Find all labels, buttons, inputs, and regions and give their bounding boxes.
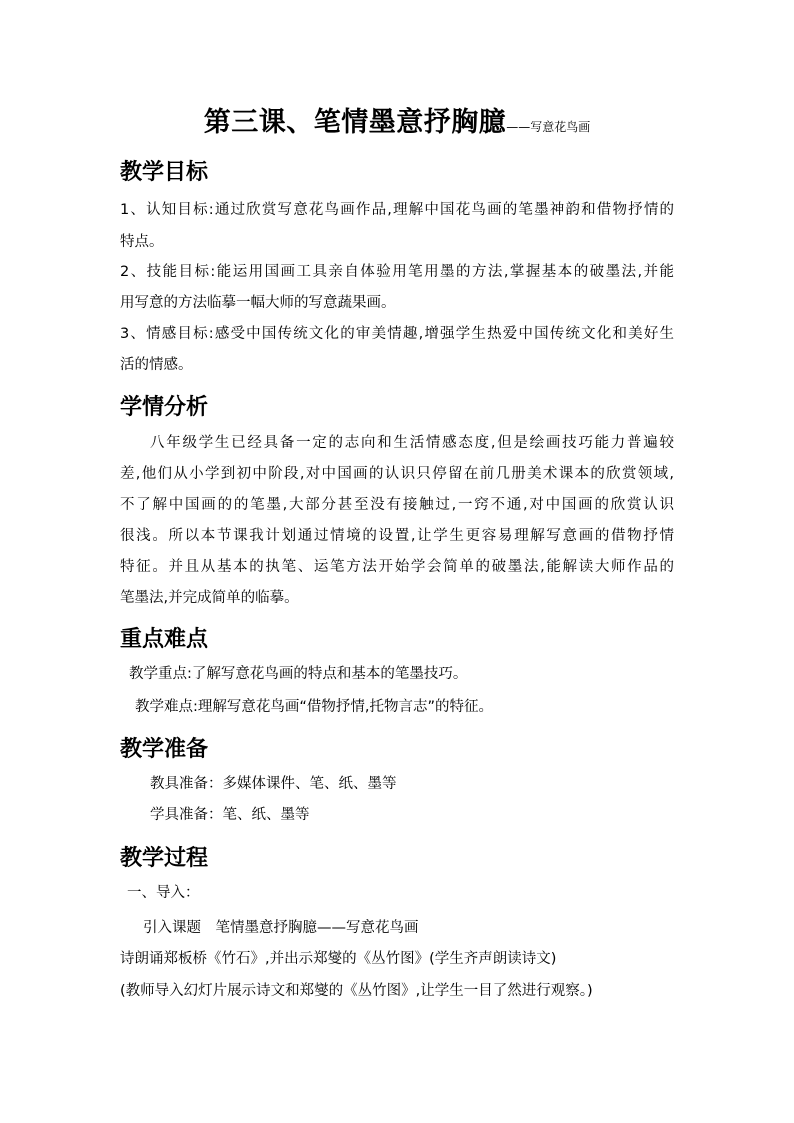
goal-line: 活的情感。 (120, 357, 193, 373)
process-line: 诗朗诵郑板桥《竹石》,并出示郑燮的《丛竹图》(学生齐声朗读诗文) (120, 951, 557, 967)
prep-line-student: 学具准备：笔、纸、墨等 (150, 807, 310, 823)
key-point-line: 教学重点:了解写意花鸟画的特点和基本的笔墨技巧。 (129, 666, 468, 682)
analysis-line: 不了解中国画的的笔墨,大部分甚至没有接触过,一窍不通,对中国画的欣赏认识 (120, 497, 674, 513)
process-line: (教师导入幻灯片展示诗文和郑燮的《丛竹图》,让学生一目了然进行观察。) (120, 983, 593, 999)
heading-teaching-goals: 教学目标 (120, 160, 209, 185)
lesson-title-subtitle: ——写意花鸟画 (506, 120, 591, 134)
difficulty-line: 教学难点:理解写意花鸟画“借物抒情,托物言志”的特征。 (135, 699, 494, 715)
goal-line: 用写意的方法临摹一幅大师的写意蔬果画。 (120, 295, 396, 311)
lesson-title (0, 100, 794, 139)
heading-student-analysis: 学情分析 (120, 395, 209, 420)
heading-teaching-process: 教学过程 (120, 846, 209, 871)
heading-key-points: 重点难点 (120, 627, 209, 652)
lesson-title-main: 第三课、笔情墨意抒胸臆 (203, 107, 507, 138)
analysis-line: 八年级学生已经具备一定的志向和生活情感态度,但是绘画技巧能力普遍较 (150, 435, 674, 451)
goal-line: 1、认知目标:通过欣赏写意花鸟画作品,理解中国花鸟画的笔墨神韵和借物抒情的 (120, 202, 674, 218)
process-line: 引入课题 笔情墨意抒胸臆——写意花鸟画 (143, 920, 419, 936)
analysis-line: 很浅。所以本节课我计划通过情境的设置,让学生更容易理解写意画的借物抒情 (120, 528, 674, 544)
analysis-line: 笔墨法,并完成简单的临摹。 (120, 590, 299, 606)
process-line: 一、导入： (127, 885, 200, 901)
heading-preparation: 教学准备 (120, 737, 209, 762)
goal-line: 3、情感目标:感受中国传统文化的审美情趣,增强学生热爱中国传统文化和美好生 (120, 326, 674, 342)
goal-line: 特点。 (120, 234, 164, 250)
prep-line-teacher: 教具准备：多媒体课件、笔、纸、墨等 (150, 776, 397, 792)
analysis-line: 差,他们从小学到初中阶段,对中国画的认识只停留在前几册美术课本的欣赏领域, (120, 466, 674, 482)
analysis-line: 特征。并且从基本的执笔、运笔方法开始学会简单的破墨法,能解读大师作品的 (120, 559, 674, 575)
goal-line: 2、技能目标:能运用国画工具亲自体验用笔用墨的方法,掌握基本的破墨法,并能 (120, 264, 674, 280)
